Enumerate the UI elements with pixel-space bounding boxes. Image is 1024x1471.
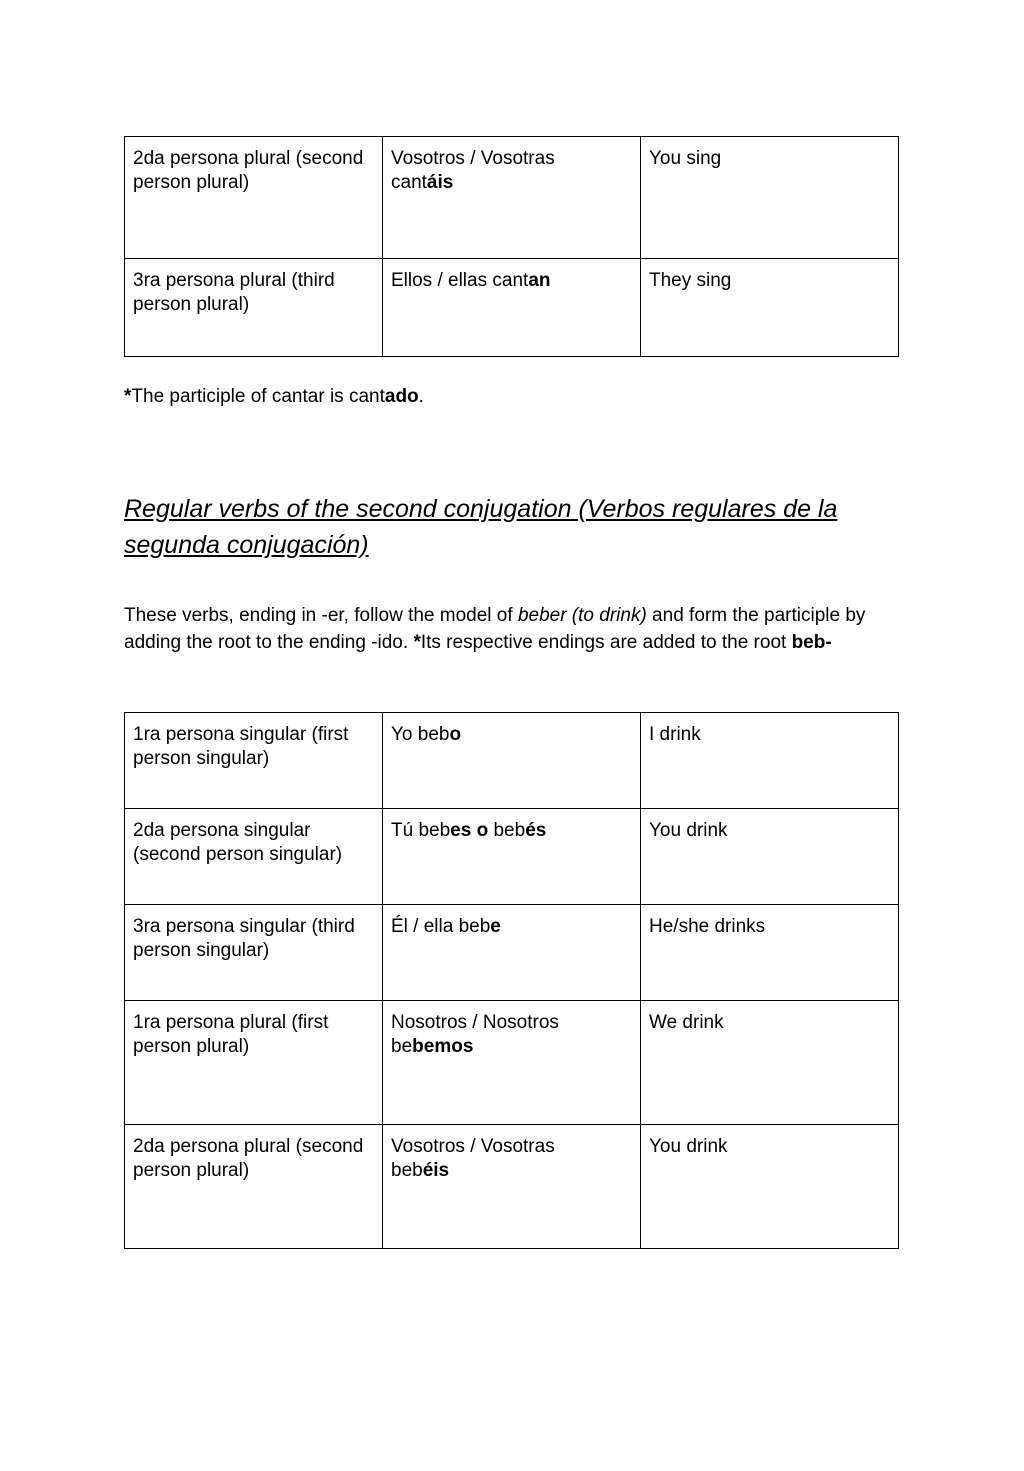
pronoun: Vosotros / Vosotras bbox=[391, 148, 555, 169]
verb-ending: an bbox=[528, 270, 551, 291]
table-row bbox=[125, 905, 899, 1001]
person-cell: 3ra persona singular (third person singular) bbox=[125, 905, 383, 1001]
verb-ending: áis bbox=[426, 172, 454, 193]
intro-text-1: These verbs, ending in -er, follow the model of bbox=[124, 605, 518, 626]
pronoun: Él / ella bbox=[391, 916, 454, 937]
verb-ending-alt: és bbox=[525, 820, 547, 841]
pronoun: Yo bbox=[391, 724, 413, 745]
intro-paragraph bbox=[124, 602, 904, 656]
verb-ending: o bbox=[449, 724, 462, 745]
person-cell: 1ra persona singular (first person singular) bbox=[125, 713, 383, 809]
verb-ending: e bbox=[490, 916, 501, 937]
table-row bbox=[125, 809, 899, 905]
table-row bbox=[125, 713, 899, 809]
english-cell: You drink bbox=[641, 1125, 899, 1249]
verb-root-alt: beb bbox=[493, 820, 526, 841]
note-ending: ado bbox=[384, 386, 419, 407]
intro-star: * bbox=[413, 632, 421, 653]
note-text: The participle of cantar is cant bbox=[131, 386, 385, 407]
note-period: . bbox=[418, 386, 424, 407]
table-row bbox=[125, 137, 899, 259]
verb-root: cant bbox=[391, 172, 427, 193]
intro-model: beber (to drink) bbox=[517, 605, 647, 626]
person-cell: 2da persona plural (second person plural) bbox=[125, 137, 383, 259]
english-cell: They sing bbox=[641, 259, 899, 357]
verb-root: beb bbox=[417, 724, 450, 745]
beber-conjugation-table bbox=[124, 712, 899, 1249]
verb-ending: éis bbox=[422, 1160, 450, 1181]
pronoun: Nosotros / Nosotros bbox=[391, 1012, 559, 1033]
english-cell: You drink bbox=[641, 809, 899, 905]
english-cell: We drink bbox=[641, 1001, 899, 1125]
participle-note bbox=[124, 383, 904, 410]
note-star: * bbox=[124, 386, 132, 407]
pronoun: Ellos / ellas bbox=[391, 270, 488, 291]
person-cell: 3ra persona plural (third person plural) bbox=[125, 259, 383, 357]
pronoun: Vosotros / Vosotras bbox=[391, 1136, 555, 1157]
intro-text-3: Its respective endings are added to the root bbox=[420, 632, 792, 653]
intro-root: beb- bbox=[791, 632, 832, 653]
table-row bbox=[125, 1125, 899, 1249]
person-cell: 1ra persona plural (first person plural) bbox=[125, 1001, 383, 1125]
form-cell bbox=[383, 809, 641, 905]
section-heading: Regular verbs of the second conjugation (Verbos regulares de la segunda conjugación) bbox=[124, 495, 838, 559]
form-cell bbox=[383, 137, 641, 259]
verb-ending: es o bbox=[450, 820, 489, 841]
table-row bbox=[125, 1001, 899, 1125]
verb-root: beb bbox=[418, 820, 451, 841]
form-cell bbox=[383, 1125, 641, 1249]
form-cell bbox=[383, 259, 641, 357]
pronoun: Tú bbox=[391, 820, 414, 841]
english-cell: He/she drinks bbox=[641, 905, 899, 1001]
verb-ending: bemos bbox=[412, 1036, 474, 1057]
table-row bbox=[125, 259, 899, 357]
form-cell bbox=[383, 905, 641, 1001]
english-cell: You sing bbox=[641, 137, 899, 259]
cantar-conjugation-table bbox=[124, 136, 899, 357]
intro-text-2: and form the participle by adding the root to the ending -ido. bbox=[124, 605, 866, 653]
verb-root: beb bbox=[458, 916, 491, 937]
verb-root: be bbox=[391, 1036, 413, 1057]
form-cell bbox=[383, 713, 641, 809]
person-cell: 2da persona singular (second person singular) bbox=[125, 809, 383, 905]
verb-root: beb bbox=[391, 1160, 423, 1181]
person-cell: 2da persona plural (second person plural) bbox=[125, 1125, 383, 1249]
form-cell bbox=[383, 1001, 641, 1125]
verb-root: cant bbox=[492, 270, 529, 291]
english-cell: I drink bbox=[641, 713, 899, 809]
